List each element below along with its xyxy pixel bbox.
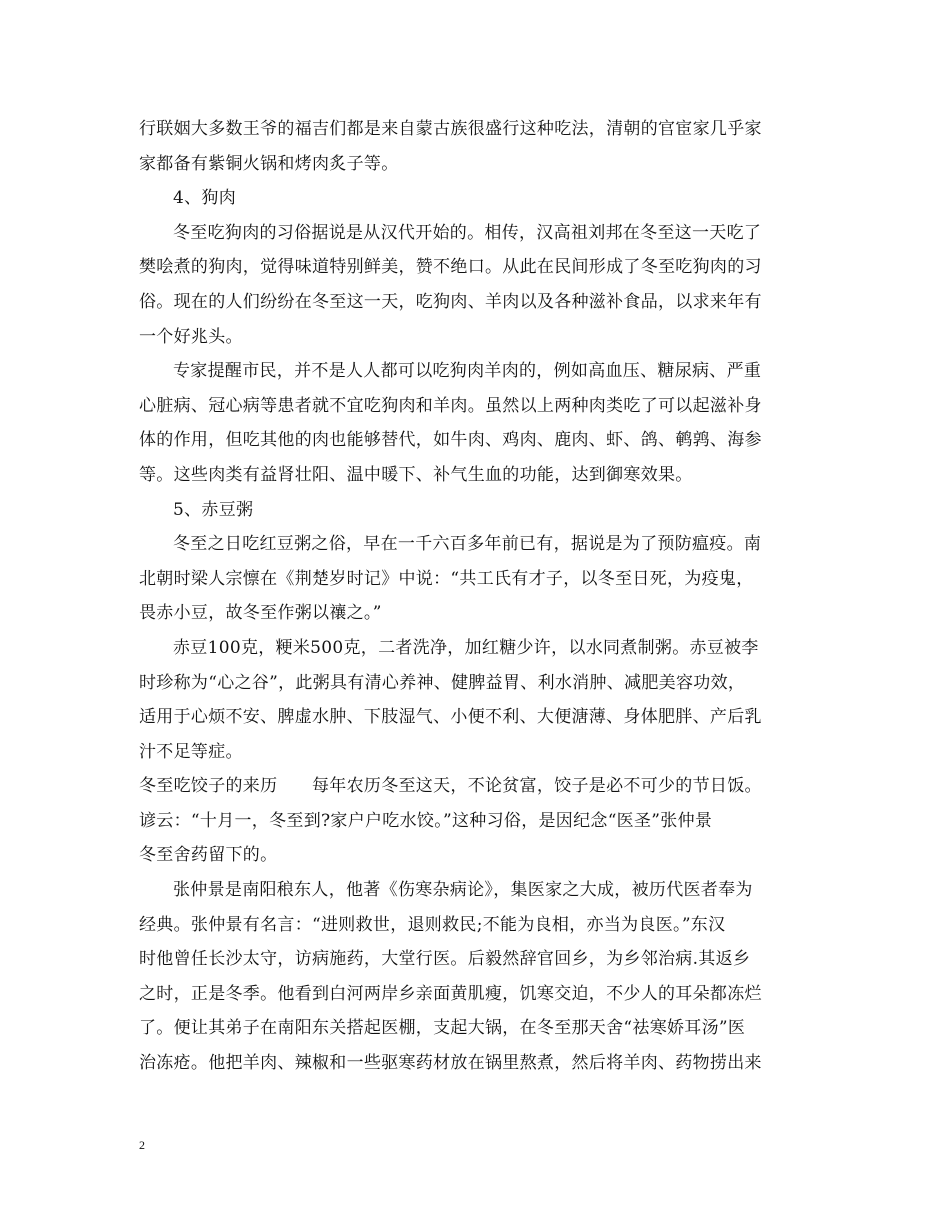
section-heading-red-bean-porridge: 5、赤豆粥	[173, 499, 254, 520]
text-line-17: 时珍称为“心之谷”，此粥具有清心养神、健脾益胃、利水消肿、减肥美容功效，	[139, 672, 746, 693]
text-line-24: 经典。张仲景有名言：“进则救世，退则救民;不能为良相，亦当为良医。”东汉	[139, 914, 726, 935]
text-line-8: 专家提醒市民，并不是人人都可以吃狗肉羊肉的，例如高血压、糖尿病、严重	[173, 361, 762, 382]
text-line-9: 心脏病、冠心病等患者就不宜吃狗肉和羊肉。虽然以上两种肉类吃了可以起滋补身	[139, 395, 762, 416]
text-line-10: 体的作用，但吃其他的肉也能够替代，如牛肉、鸡肉、鹿肉、虾、鸽、鹌鹑、海参	[139, 430, 762, 451]
text-line-5: 樊哙煮的狗肉，觉得味道特别鲜美，赞不绝口。从此在民间形成了冬至吃狗肉的习	[139, 257, 762, 278]
text-line-22: 冬至舍药留下的。	[139, 845, 278, 866]
text-line-18: 适用于心烦不安、脾虚水肿、下肢湿气、小便不利、大便溏薄、身体肥胖、产后乳	[139, 707, 762, 728]
text-line-7: 一个好兆头。	[139, 326, 243, 347]
text-line-13: 冬至之日吃红豆粥之俗，早在一千六百多年前已有，据说是为了预防瘟疫。南	[173, 534, 762, 555]
text-line-25: 时他曾任长沙太守，访病施药，大堂行医。后毅然辞官回乡，为乡邻治病.其返乡	[139, 949, 751, 970]
text-line-16: 赤豆100克，粳米500克，二者洗净，加红糖少许，以水同煮制粥。赤豆被李	[173, 637, 759, 658]
text-line-15: 畏赤小豆，故冬至作粥以禳之。”	[139, 603, 382, 624]
text-line-1: 行联姻大多数王爷的福吉们都是来自蒙古族很盛行这种吃法，清朝的官宦家几乎家	[139, 119, 762, 139]
text-line-2: 家都备有紫铜火锅和烤肉炙子等。	[139, 153, 399, 174]
section-heading-dog-meat: 4、狗肉	[173, 188, 237, 209]
text-line-6: 俗。现在的人们纷纷在冬至这一天，吃狗肉、羊肉以及各种滋补食品，以求来年有	[139, 291, 762, 312]
text-line-27: 了。便让其弟子在南阳东关搭起医棚，支起大锅，在冬至那天舍“祛寒娇耳汤”医	[139, 1018, 746, 1039]
text-line-21: 谚云：“十月一，冬至到?家户户吃水饺。”这种习俗，是因纪念“医圣”张仲景	[139, 810, 713, 831]
text-line-4: 冬至吃狗肉的习俗据说是从汉代开始的。相传，汉高祖刘邦在冬至这一天吃了	[173, 222, 762, 243]
text-line-26: 之时，正是冬季。他看到白河两岸乡亲面黄肌瘦，饥寒交迫，不少人的耳朵都冻烂	[139, 983, 762, 1004]
text-line-19: 汁不足等症。	[139, 741, 243, 762]
text-line-14: 北朝时梁人宗懔在《荆楚岁时记》中说：“共工氏有才子，以冬至日死，为疫鬼，	[139, 568, 754, 589]
document-body	[139, 112, 819, 1081]
text-line-11: 等。这些肉类有益肾壮阳、温中暖下、补气生血的功能，达到御寒效果。	[139, 464, 693, 485]
text-line-28: 治冻疮。他把羊肉、辣椒和一些驱寒药材放在锅里熬煮，然后将羊肉、药物捞出来	[139, 1053, 762, 1074]
page-number: 2	[139, 1138, 145, 1152]
text-line-20: 冬至吃饺子的来历 每年农历冬至这天，不论贫富，饺子是必不可少的节日饭。	[139, 776, 762, 797]
text-line-23: 张仲景是南阳稂东人，他著《伤寒杂病论》，集医家之大成，被历代医者奉为	[173, 880, 753, 901]
